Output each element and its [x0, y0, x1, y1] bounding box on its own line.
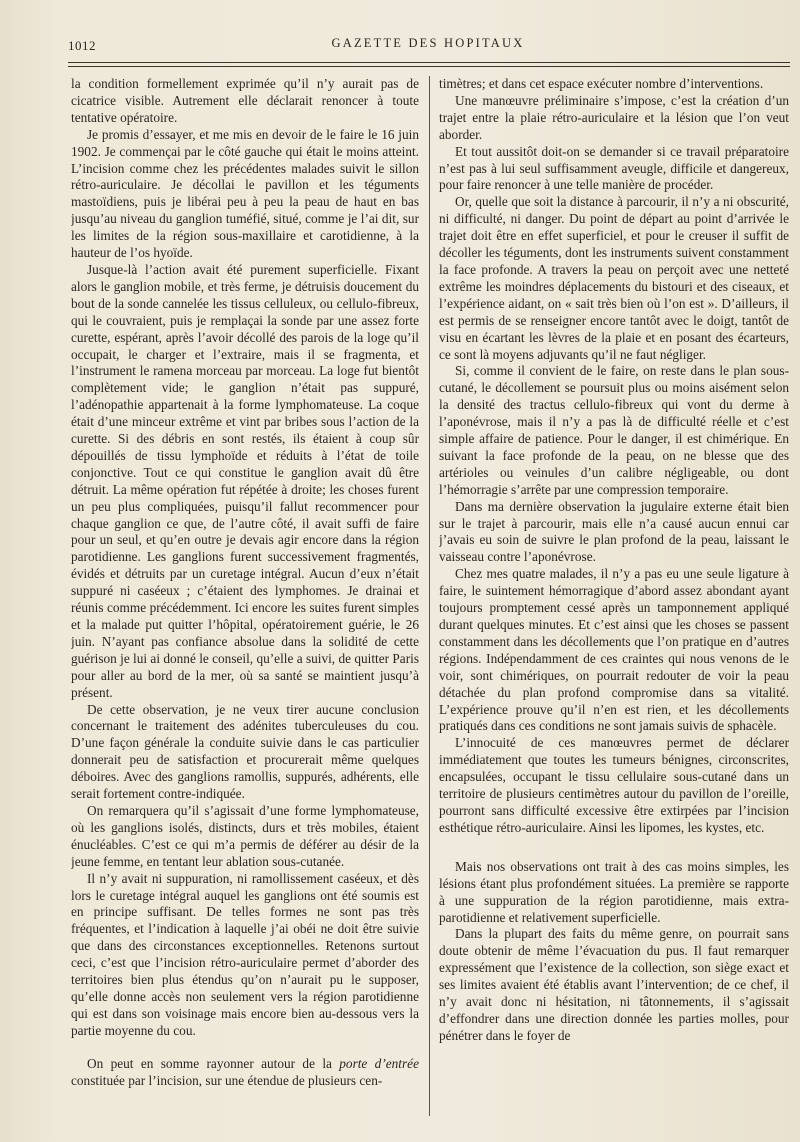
paragraph: Dans ma dernière observation la jugulaire externe était bien sur le trajet à parcourir, mais elle n’a causé aucun ennui car j’avais eu soin de suivre le plan profond de la peau, laissant le vaisseau contre l’aponévrose.	[439, 498, 789, 565]
left-column	[71, 76, 419, 1126]
italic-term: porte d’entrée	[339, 1055, 419, 1071]
header-rule-top	[68, 62, 790, 63]
paragraph: Jusque-là l’action avait été purement superficielle. Fixant alors le ganglion mobile, et très ferme, je détruisis doucement du bout de la sonde cannelée les tissus celluleux, ou cellulo-fibreux, qui le couvraient, puis je remplaçai la sonde par une assez forte curette, espérant, après l’avoir décollé des parois de la loge qu’il occupait, le charger et l’extraire, mais il se fragmenta, et l’instrument le ramena morceau par morceau. La loge fut bientôt complètement vide; le ganglion n’était pas suppuré, l’adénopathie appartenait à la forme lymphomateuse. La coque était d’une minceur extrême et vint par bribes sous l’action de la curette. Si des débris en sont restés, ils étaient à coup sûr dépouillés de tissu lymphoïde et réduits à l’état de toile conjonctive. Tout ce qui constitue le ganglion avait dû être détruit. La même opération fut répétée à droite; les choses furent un peu plus compliquées, puisqu’il fallut recommencer pour chaque ganglion ce que, de l’autre côté, il avait suffi de faire pour un seul, et qu’en outre je devais agir encore dans la région parotidienne. Les ganglions furent successivement fragmentés, évidés et détruits par un curetage intégral. Aucun d’eux n’était suppuré ni caséeux ; c’étaient des lymphomes. Je drainai et réunis comme précédemment. Ici encore les suites furent simples et la malade put quitter l’hôpital, opératoirement guérie, le 26 juin. N’ayant pas confiance absolue dans la solidité de cette guérison je lui ai donné le conseil, qu’elle a suivi, de quitter Paris pour aller au bord de la mer, où sa santé se maintient jusqu’à présent.	[71, 261, 419, 700]
right-column	[439, 76, 789, 1126]
text-run: On peut en somme rayonner autour de la	[87, 1055, 340, 1071]
paragraph: Il n’y avait ni suppuration, ni ramollissement caséeux, et dès lors le curetage intégral auquel les ganglions ont été soumis est en principe suffisant. De telles formes ne sont pas très fréquentes, et l’indication à laquelle j’ai obéi ne doit être suivie que dans des circonstances exceptionnelles. Retenons surtout ceci, c’est que l’incision rétro-auriculaire permet d’aborder des territoires bien plus étendus qu’on n’aurait pu le supposer, qu’elle donne accès non seulement vers la région parotidienne qui est dans son voisinage mais encore bien au-dessous vers la partie moyenne du cou.	[71, 870, 419, 1038]
page-header	[68, 32, 788, 54]
paragraph: timètres; et dans cet espace exécuter nombre d’interventions.	[439, 76, 764, 91]
paragraph: L’innocuité de ces manœuvres permet de déclarer immédiatement que toutes les tumeurs bénignes, circonscrites, encapsulées, occupant le tissu cellulaire sous-cutané dans un territoire de plusieurs centimètres autour du pavillon de l’oreille, pourront sans difficulté excessive être extirpées par l’incision esthétique rétro-auriculaire. Ainsi les lipomes, les kystes, etc.	[439, 735, 789, 835]
paragraph: Or, quelle que soit la distance à parcourir, il n’y a ni obscurité, ni difficulté, ni danger. Du point de départ au point d’arrivée le trajet doit être en effet superficiel, et pour le creuser il suffit de décoller les téguments, dont les instruments suivent constamment la face profonde. A travers la peau on perçoit avec une netteté extrême les moindres déplacements du bistouri et des ciseaux, et l’expérience aidant, on « sait très bien où l’on est ». D’ailleurs, il est permis de se renseigner encore tantôt avec le doigt, tantôt de visu en écartant les lèvres de la plaie et en posant des écarteurs, ce sont là moyens adjuvants qu’il ne faut négliger.	[439, 194, 789, 362]
paragraph: Mais nos observations ont trait à des cas moins simples, les lésions étant plus profondément situées. La première se rapporte à une suppuration de la région parotidienne, mais extra-parotidienne et relativement superficielle.	[439, 858, 789, 925]
paragraph: Une manœuvre préliminaire s’impose, c’est la création d’un trajet entre la plaie rétro-auriculaire et la lésion que l’on veut aborder.	[439, 92, 789, 142]
text-run: constituée par l’incision, sur une étendue de plusieurs cen-	[71, 1072, 383, 1088]
running-title: GAZETTE DES HOPITAUX	[331, 36, 525, 50]
paragraph: la condition formellement exprimée qu’il n’y aurait pas de cicatrice visible. Autrement elle déclarait renoncer à toute tentative opératoire.	[71, 76, 419, 125]
paragraph: On remarquera qu’il s’agissait d’une forme lymphomateuse, où les ganglions isolés, distincts, durs et très mobiles, étaient énucléables. C’est ce qui m’a permis de déférer au désir de la jeune femme, en tentant leur ablation sous-cutanée.	[71, 802, 419, 869]
paragraph: Si, comme il convient de le faire, on reste dans le plan sous-cutané, le décollement se poursuit plus ou moins aisément selon la densité des tractus cellulo-fibreux qui vont du derme à l’aponévrose, mais il n’y a pas là de difficulté réelle et c’est simple affaire de patience. Pour le danger, il est chimérique. En suivant la face profonde de la peau, on ne blesse que des artérioles ou veinules d’un calibre négligeable, ou dont l’hémorragie s’arrête par une compression temporaire.	[439, 363, 789, 497]
paragraph: Dans la plupart des faits du même genre, on pourrait sans doute obtenir de même l’évacuation du pus. Il faut remarquer expressément que l’existence de la collection, son siège exact et ses limites avaient été établis avant l’intervention; de ce chef, il n’y avait donc ni hésitation, ni tâtonnements, il s’agissait d’effondrer dans une direction donnée les parties molles, pour pénétrer dans le foyer de	[439, 926, 789, 1043]
header-rule-bottom	[68, 66, 790, 67]
paragraph: Je promis d’essayer, et me mis en devoir de le faire le 16 juin 1902. Je commençai par le côté gauche qui était le moins atteint. L’incision comme chez les précédentes malades suivit le sillon rétro-auriculaire. Je décollai le pavillon et les téguments mastoïdiens, puis je libérai peu à peu la peau de haut en bas jusqu’au niveau du ganglion tuméfié, situé, comme je l’ai dit, sur les limites de la région sous-maxillaire et carotidienne, à la hauteur de l’os hyoïde.	[71, 126, 419, 261]
paragraph: De cette observation, je ne veux tirer aucune conclusion concernant le traitement des adénites tuberculeuses du cou. D’une façon générale la conduite suivie dans le cas particulier donnerait peu de satisfaction et procurerait même quelques déboires. Avec des ganglions ramollis, suppurés, adhérents, elle serait fortement contre-indiquée.	[71, 701, 419, 802]
paragraph: Chez mes quatre malades, il n’y a pas eu une seule ligature à faire, le suintement hémorragique d’abord assez abondant ayant toujours promptement cessé après un tamponnement appliqué durant quelques minutes. Et c’est ainsi que les choses se passent constamment dans les décollements que l’on pratique en d’autres régions. Indépendamment de ces craintes qui nous venons de le voir, sont chimériques, on pourrait redouter de voir la peau détachée du plan profond compromise dans sa vitalité. L’expérience prouve qu’il n’en est rien, et les décollements pratiqués dans ces conditions ne sont jamais suivis de sphacèle.	[439, 566, 789, 734]
paragraph: Et tout aussitôt doit-on se demander si ce travail préparatoire n’est pas à lui seul suffisamment aveugle, difficile et dangereux, pour faire renoncer à une telle manière de procéder.	[439, 143, 789, 193]
paragraph	[71, 1056, 419, 1090]
column-divider	[429, 76, 430, 1116]
page-number: 1012	[68, 38, 96, 53]
